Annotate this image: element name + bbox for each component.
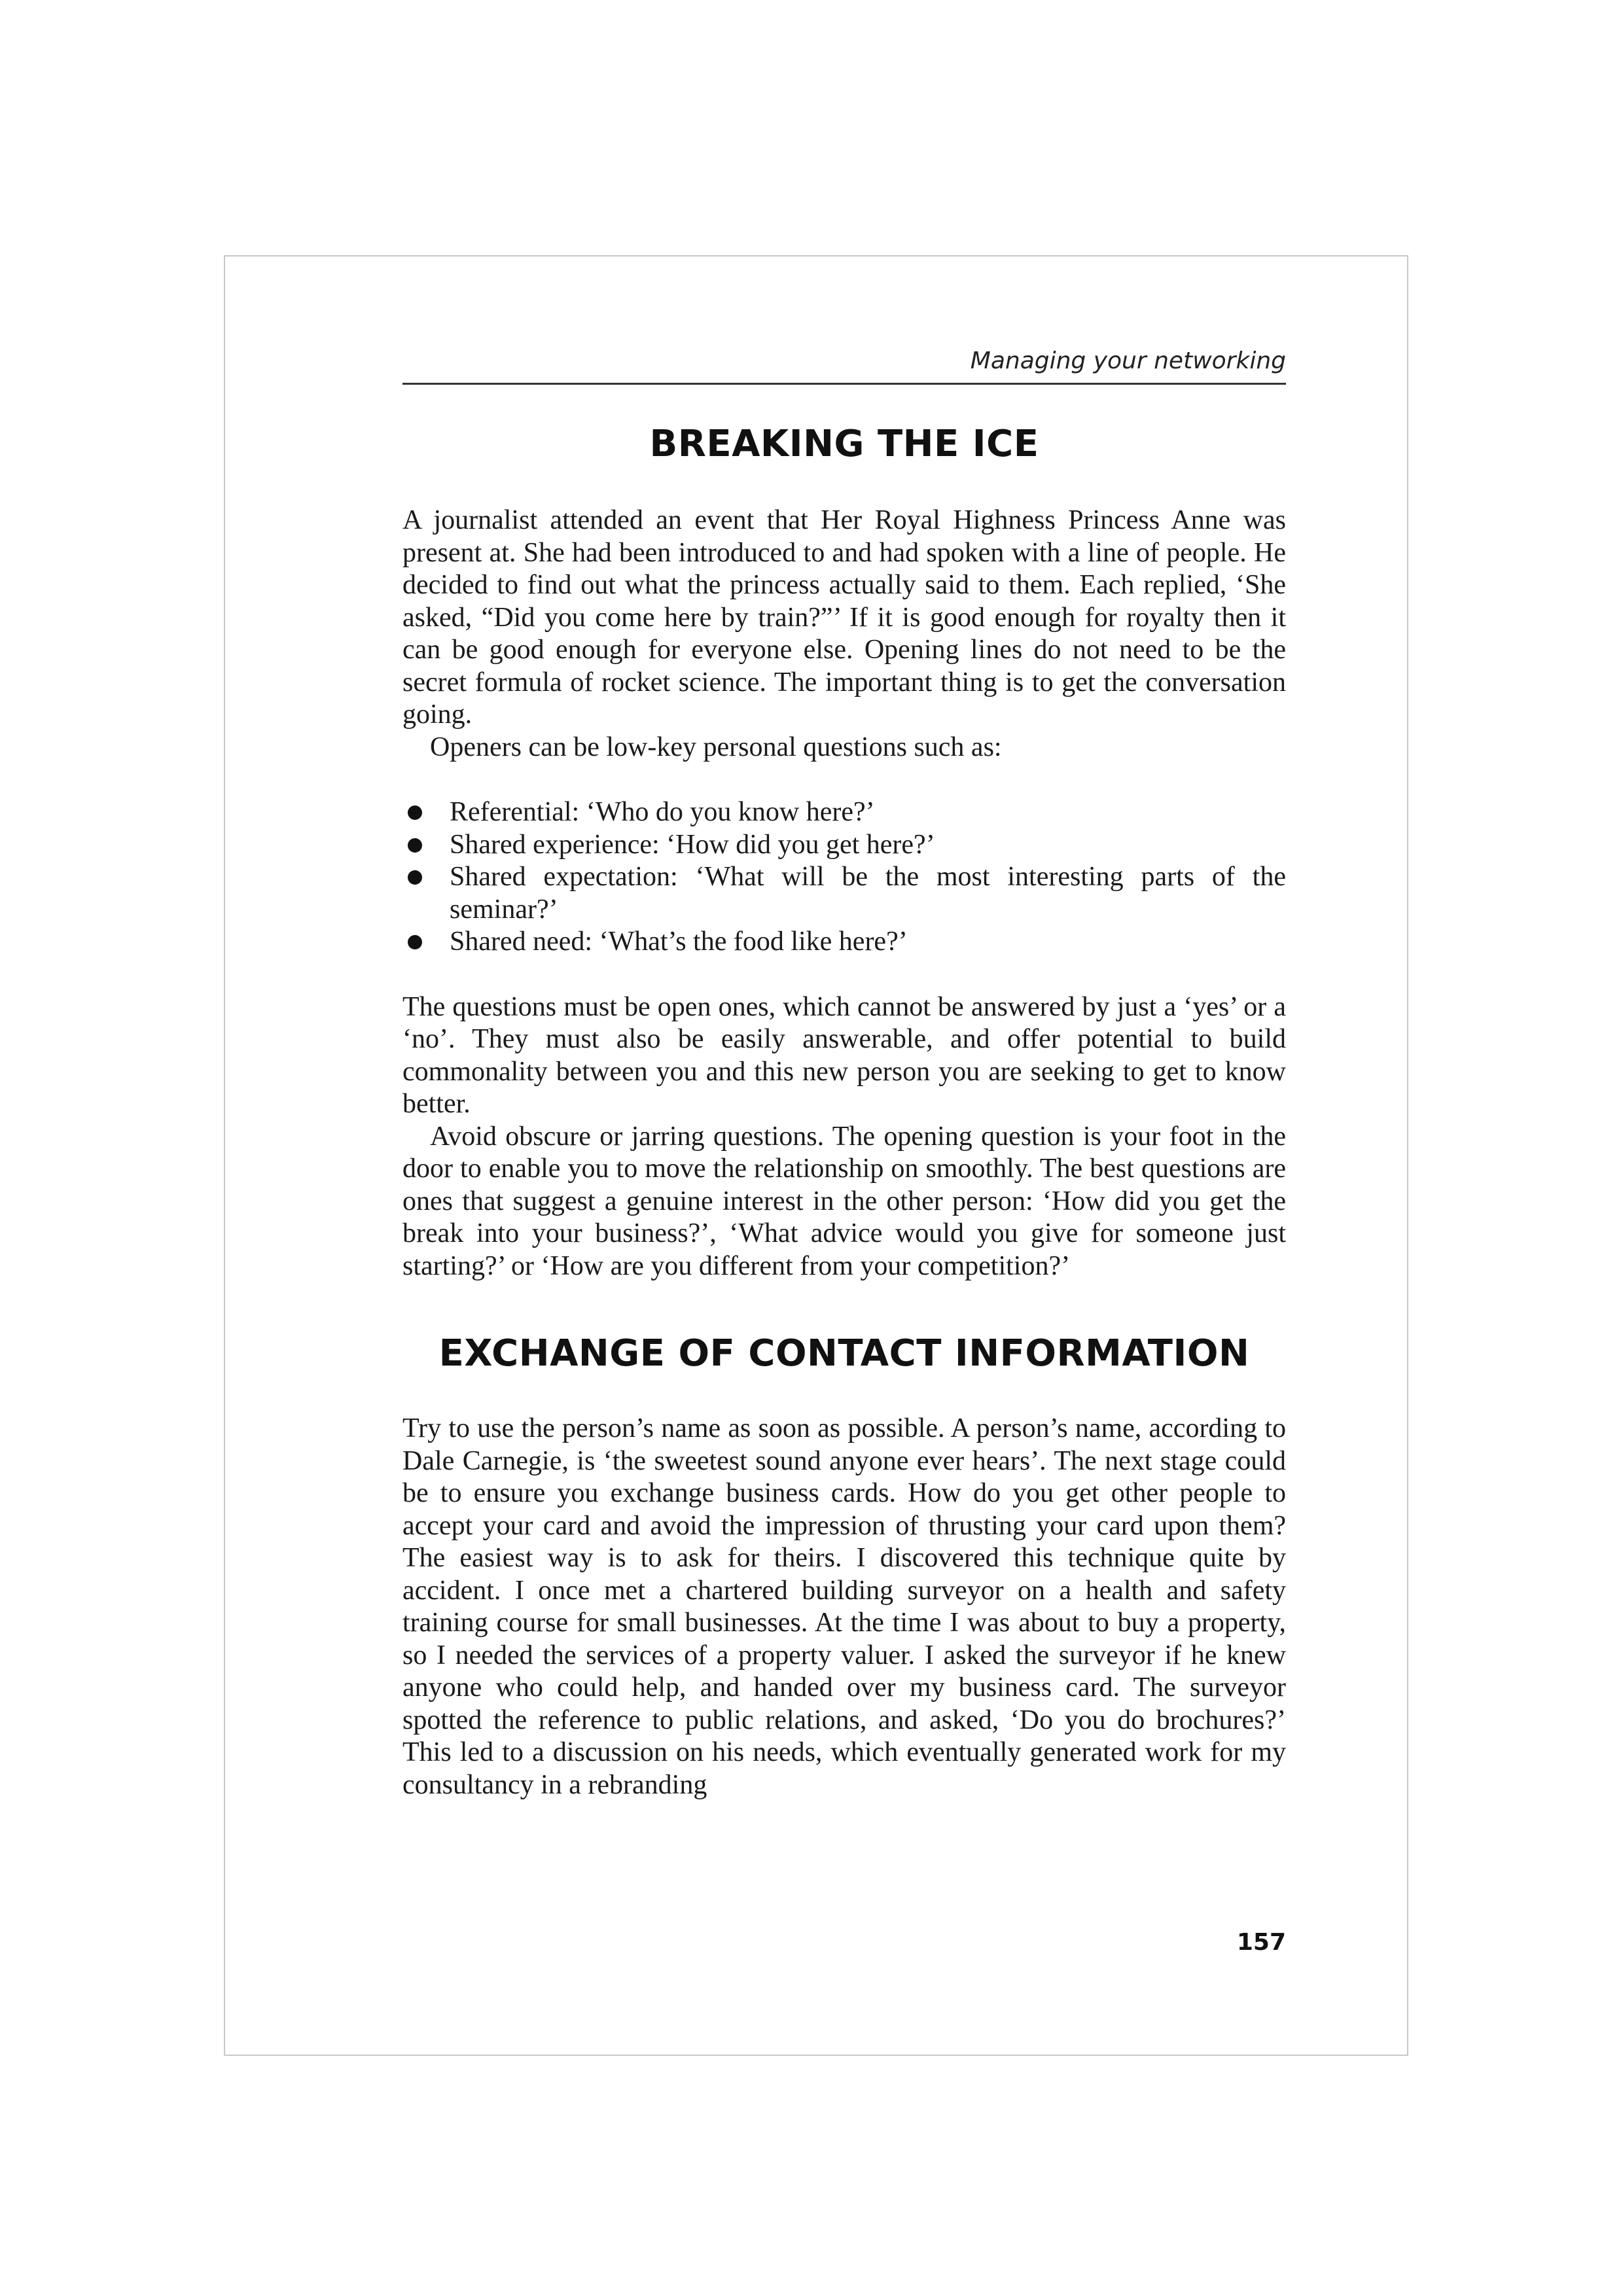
openers-list xyxy=(402,796,1286,959)
list-item xyxy=(402,829,1286,862)
list-item xyxy=(402,861,1286,926)
page-content xyxy=(402,347,1286,1801)
running-head: Managing your networking xyxy=(402,347,1286,385)
page-number: 157 xyxy=(1236,1929,1286,1956)
list-item-text: Shared need: ‘What’s the food like here?’ xyxy=(450,927,908,957)
section-heading-breaking-the-ice: BREAKING THE ICE xyxy=(649,423,1039,466)
list-item xyxy=(402,796,1286,829)
body-paragraph: Avoid obscure or jarring questions. The opening question is your foot in the door to enable you to move the relationship on smoothly. The best questions are ones that suggest a genuine interest in the other person: ‘How did you get the break into your business?’, ‘What advice would you give for someone just starting?’ or ‘How are you different from your competition?’ xyxy=(402,1121,1286,1281)
body-paragraph: Openers can be low-key personal questions such as: xyxy=(430,732,1002,762)
list-item xyxy=(402,926,1286,959)
list-item-text: Shared experience: ‘How did you get here?’ xyxy=(450,829,935,860)
body-paragraph: The questions must be open ones, which cannot be answered by just a ‘yes’ or a ‘no’. They must also be easily answerable, and offer potential to build commonality between you and this new person you are seeking to get to know better. xyxy=(402,991,1286,1120)
bullet-icon xyxy=(408,805,422,820)
section-heading-exchange-of-contact-information: EXCHANGE OF CONTACT INFORMATION xyxy=(438,1332,1250,1375)
list-item-text: Shared expectation: ‘What will be the most interesting parts of the seminar?’ xyxy=(450,862,1286,925)
list-item-text: Referential: ‘Who do you know here?’ xyxy=(450,797,875,828)
bullet-icon xyxy=(408,935,422,949)
bullet-icon xyxy=(408,870,422,885)
body-paragraph: Try to use the person’s name as soon as possible. A person’s name, according to Dale Carnegie, is ‘the sweetest sound anyone ever hears’. The next stage could be to ensure you exchange business cards. How do you get other people to accept your card and avoid the impression of thrusting your card upon them? The easiest way is to ask for theirs. I discovered this technique quite by accident. I once met a chartered building surveyor on a health and safety training course for small businesses. At the time I was about to buy a property, so I needed the services of a property valuer. I asked the surveyor if he knew anyone who could help, and handed over my business card. The surveyor spotted the reference to public relations, and asked, ‘Do you do brochures?’ This led to a discussion on his needs, which eventually generated work for my consultancy in a rebranding xyxy=(402,1413,1286,1800)
bullet-icon xyxy=(408,838,422,853)
body-paragraph: A journalist attended an event that Her Royal Highness Princess Anne was present at. She had been introduced to and had spoken with a line of people. He decided to find out what the princess actually said to them. Each replied, ‘She asked, “Did you come here by train?”’ If it is good enough for royalty then it can be good enough for everyone else. Opening lines do not need to be the secret formula of rocket science. The important thing is to get the conversation going. xyxy=(402,505,1286,730)
